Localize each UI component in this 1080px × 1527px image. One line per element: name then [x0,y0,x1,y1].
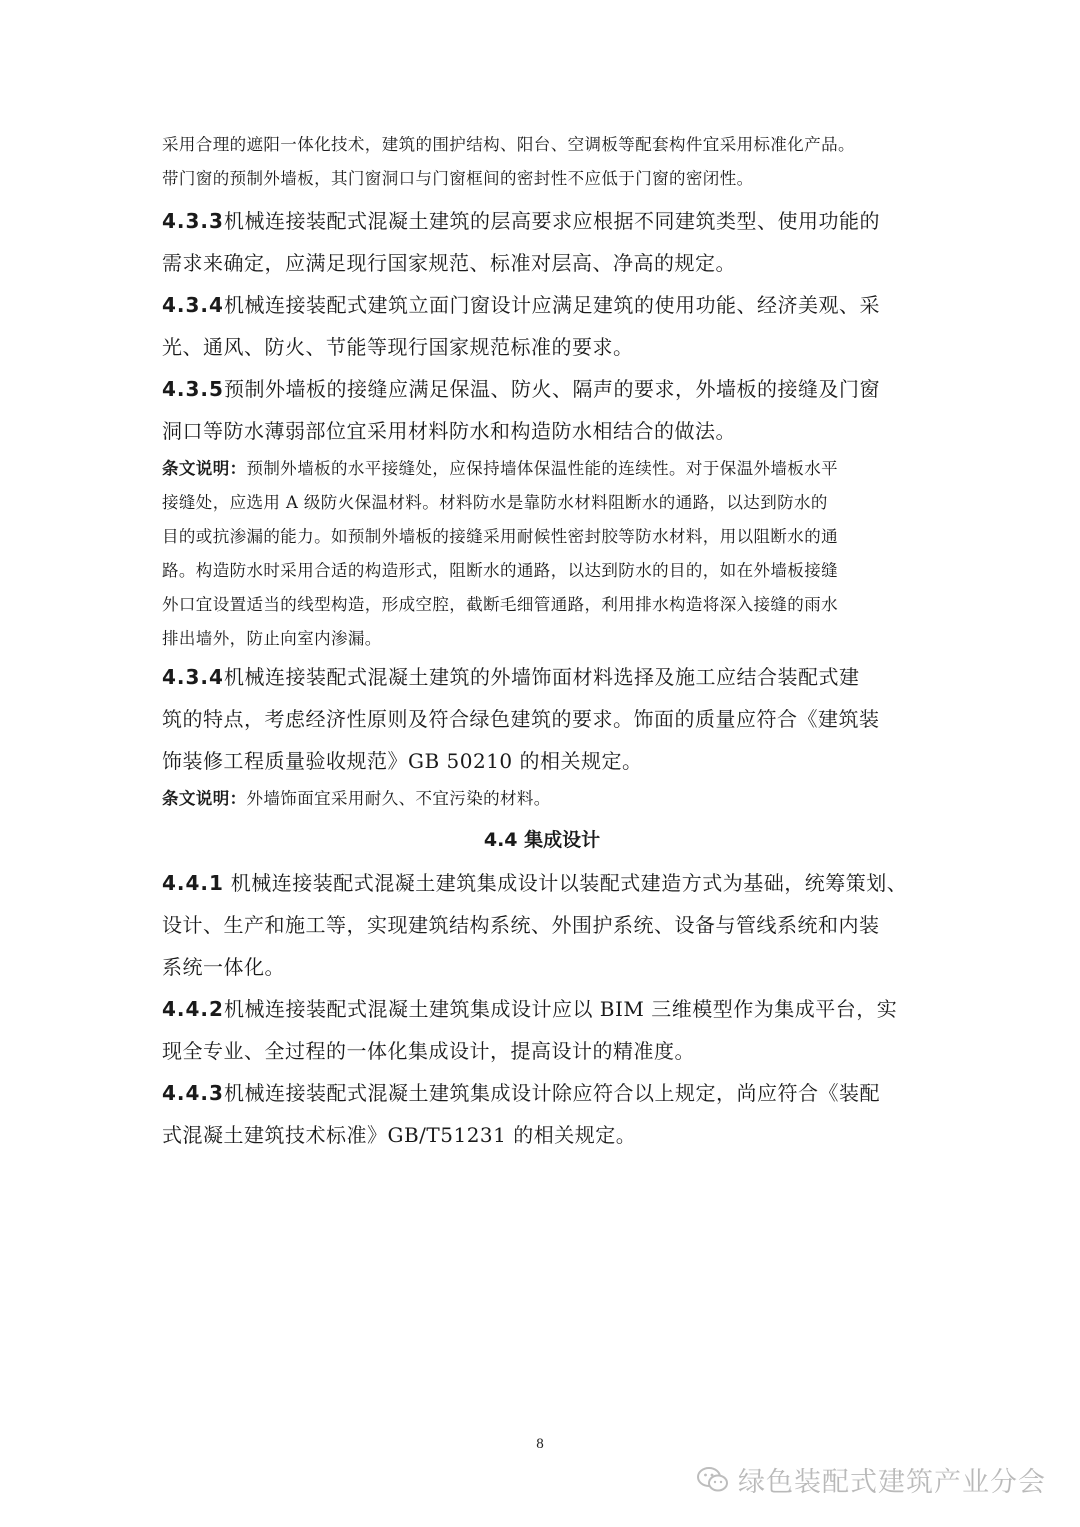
clause-text: 机械连接装配式混凝土建筑集成设计除应符合以上规定，尚应符合《装配 [223,1081,880,1105]
explanation-text: 目的或抗渗漏的能力。如预制外墙板的接缝采用耐候性密封胶等防水材料，用以阻断水的通 [162,527,838,546]
clause-text: 机械连接装配式建筑立面门窗设计应满足建筑的使用功能、经济美观、采 [223,293,880,317]
clause-4-3-4-facade [162,656,922,782]
explanation-text: 外口宜设置适当的线型构造，形成空腔，截断毛细管通路，利用排水构造将深入接缝的雨水 [162,595,838,614]
explanation-text: 预制外墙板的水平接缝处，应保持墙体保温性能的连续性。对于保温外墙板水平 [246,459,838,478]
clause-text: 现全专业、全过程的一体化集成设计，提高设计的精准度。 [162,1039,695,1063]
clause-number: 4.3.4 [162,293,224,317]
explanation-label: 条文说明： [162,789,247,808]
clause-text: 洞口等防水薄弱部位宜采用材料防水和构造防水相结合的做法。 [162,419,736,443]
text-line: 带门窗的预制外墙板，其门窗洞口与门窗框间的密封性不应低于门窗的密闭性。 [162,169,754,188]
clause-text: 机械连接装配式混凝土建筑集成设计应以 BIM 三维模型作为集成平台，实 [223,997,898,1021]
clause-explanation-1 [162,452,922,656]
clause-text: 预制外墙板的接缝应满足保温、防火、隔声的要求，外墙板的接缝及门窗 [223,377,880,401]
clause-text: 机械连接装配式混凝土建筑集成设计以装配式建造方式为基础，统筹策划、 [223,871,908,895]
explanation-text: 排出墙外，防止向室内渗漏。 [162,629,382,648]
watermark-text: 绿色装配式建筑产业分会 [738,1467,1046,1498]
page-content [162,128,922,1156]
clause-4-4-2 [162,988,922,1072]
clause-4-3-3 [162,200,922,284]
clause-text: 需求来确定，应满足现行国家规范、标准对层高、净高的规定。 [162,251,736,275]
wechat-icon [696,1465,730,1495]
clause-text: 光、通风、防火、节能等现行国家规范标准的要求。 [162,335,634,359]
source-watermark [696,1460,1046,1499]
paragraph-intro [162,128,922,196]
section-title: 4.4 集成设计 [483,829,601,851]
page-number: 8 [536,1436,544,1452]
clause-number: 4.4.2 [162,997,224,1021]
explanation-text: 外墙饰面宜采用耐久、不宜污染的材料。 [246,789,551,808]
clause-number: 4.3.4 [162,665,224,689]
clause-number: 4.4.3 [162,1081,224,1105]
clause-text: 式混凝土建筑技术标准》GB/T51231 的相关规定。 [162,1123,637,1147]
clause-text: 饰装修工程质量验收规范》GB 50210 的相关规定。 [162,749,643,773]
clause-number: 4.3.3 [162,209,224,233]
clause-number: 4.3.5 [162,377,224,401]
explanation-label: 条文说明： [162,459,247,478]
clause-text: 筑的特点，考虑经济性原则及符合绿色建筑的要求。饰面的质量应符合《建筑装 [162,707,880,731]
clause-explanation-2 [162,782,922,816]
text-line: 采用合理的遮阳一体化技术，建筑的围护结构、阳台、空调板等配套构件宜采用标准化产品。 [162,135,855,154]
clause-4-4-1 [162,862,922,988]
explanation-text: 接缝处，应选用 A 级防火保温材料。材料防水是靠防水材料阻断水的通路，以达到防水的 [162,493,828,512]
clause-text: 系统一体化。 [162,955,285,979]
explanation-text: 路。构造防水时采用合适的构造形式，阻断水的通路，以达到防水的目的，如在外墙板接缝 [162,561,838,580]
clause-4-4-3 [162,1072,922,1156]
clause-4-3-4-windows [162,284,922,368]
clause-text: 机械连接装配式混凝土建筑的层高要求应根据不同建筑类型、使用功能的 [223,209,880,233]
clause-number: 4.4.1 [162,871,224,895]
clause-text: 设计、生产和施工等，实现建筑结构系统、外围护系统、设备与管线系统和内装 [162,913,880,937]
clause-4-3-5 [162,368,922,452]
clause-text: 机械连接装配式混凝土建筑的外墙饰面材料选择及施工应结合装配式建 [223,665,860,689]
